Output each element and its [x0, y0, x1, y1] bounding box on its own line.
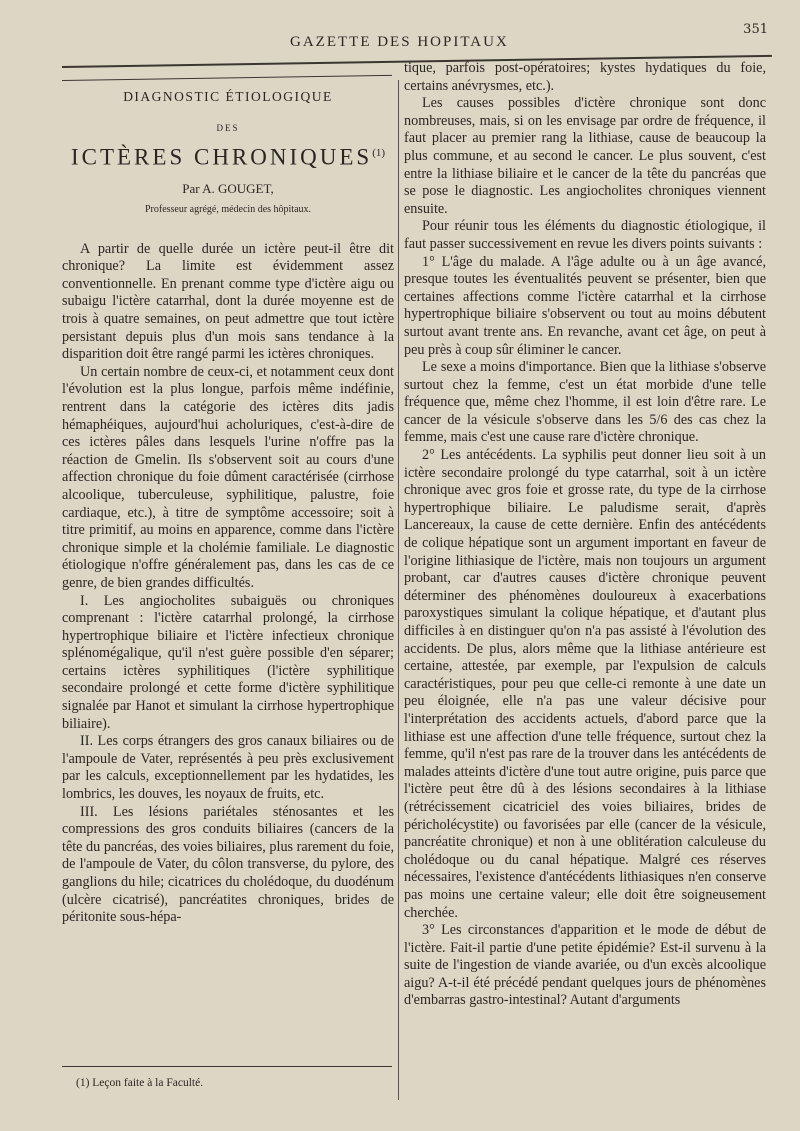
- title-note-ref: (1): [372, 147, 386, 160]
- paragraph: 2° Les antécédents. La syphilis peut donner lieu soit à un ictère secondaire prolongé du type catarrhal, soit à un ictère chronique avec gros foie et grosse rate, du type de la cirrhose hypertrophique biliaire. Le paludisme serait, d'après Lancereaux, la cause de cette dernière. Enfin des antécédents de colique hépatique sont un argument important en faveur de l'origine lithiasique de l'ictère, mais non toujours un argument probant, car d'autres causes d'ictère chronique peuvent déterminer des phénomènes douloureux à exacerbations paroxystiques simulant la colique hépatique, et d'autant plus difficiles à en distinguer qu'on n'a pas assisté à l'évolution des accidents. De plus, alors même que la lithiase antérieure est certaine, attestée, par exemple, par l'expulsion de calculs caractéristiques, pour peu que celle-ci remonte à une date un peu éloignée, elle n'a pas une valeur décisive pour l'interprétation des accidents actuels, d'abord parce que la lithiase est une affection d'une telle fréquence, surtout chez la femme, qu'il n'est pas rare de la trouver dans les antécédents de malades atteints d'ictère d'une tout autre origine, puis parce que l'ictère peut être dû à des lésions secondaires à la lithiase (rétrécissement cicatriciel des voies biliaires, brides de péricholécystite) ou favorisées par elle (cancer de la vésicule, pancréatite chronique) et non à une oblitération calculeuse du cholédoque ou du canal hépatique. Malgré ces réserves nécessaires, l'existence d'antécédents lithiasiques n'en conserve pas moins une certaine valeur; elle doit être soigneusement cherchée.: [404, 447, 766, 921]
- paragraph: II. Les corps étrangers des gros canaux biliaires ou de l'ampoule de Vater, représentés à peu près exclusivement par les calculs, exceptionnellement par les hydatides, les lombrics, les douves, les noyaux de fruits, etc.: [62, 733, 394, 803]
- article-des: DES: [216, 122, 240, 133]
- article-title: [62, 144, 394, 170]
- paragraph: 1° L'âge du malade. A l'âge adulte ou à un âge avancé, presque toutes les éventualités peuvent se présenter, bien que certaines affections comme l'ictère catarrhal et la cirrhose hypertrophique biliaire s'observent ou tout au moins débutent surtout avant trente ans. En revanche, avant cet âge, on peut à peu près à coup sûr éliminer le cancer.: [404, 253, 766, 358]
- article-author: Par A. GOUGET,: [182, 181, 274, 197]
- header-rule-thin: [62, 75, 392, 81]
- paragraph: 3° Les circonstances d'apparition et le mode de début de l'ictère. Fait-il partie d'une petite épidémie? Est-il survenu à la suite de l'ingestion de viande avariée, ou d'un excès alcoolique aigu? A-t-il été précédé pendant quelques jours de phénomènes d'embarras gastro-intestinal? Autant d'arguments: [404, 922, 766, 1009]
- article-heading: [62, 88, 394, 219]
- page-header: [62, 18, 770, 62]
- paragraph: Pour réunir tous les éléments du diagnostic étiologique, il faut passer successivement en revue les divers points suivants :: [404, 218, 766, 252]
- paragraph: Les causes possibles d'ictère chronique sont donc nombreuses, mais, si on les envisage par ordre de fréquence, il faut placer au premier rang la lithiase, cause de beaucoup la plus commune, et au second le cancer. Le plus souvent, c'est entre la lithiase biliaire et le cancer de la tête du pancréas que se pose le diagnostic. Les angiocholites chroniques viennent ensuite.: [404, 95, 766, 217]
- paragraph: A partir de quelle durée un ictère peut-il être dit chronique? La limite est évidemment assez conventionnelle. En prenant comme type d'ictère aigu ou subaigu l'ictère catarrhal, dont la durée moyenne est de trois à quatre semaines, on peut admettre que tout ictère persistant depuis plus d'un mois sans tendance à la disparition doit être rangé parmi les ictères chroniques.: [62, 240, 394, 363]
- page-number: 351: [743, 22, 768, 37]
- running-title: GAZETTE DES HOPITAUX: [290, 34, 509, 50]
- article-title-text: ICTÈRES CHRONIQUES: [70, 144, 373, 170]
- footnote: (1) Leçon faite à la Faculté.: [76, 1077, 204, 1089]
- paragraph: Un certain nombre de ceux-ci, et notamment ceux dont l'évolution est la plus longue, parfois même indéfinie, rentrent dans la catégorie des ictères dits jadis hémaphéiques, aujourd'hui acholuriques, c'est-à-dire de ces ictères pâles dans lesquels l'urine n'offre pas la réaction de Gmelin. Ils s'observent soit au cours d'une affection chronique du foie dûment caractérisée (cirrhose alcoolique, tuberculeuse, syphilitique, palustre, foie cardiaque, etc.), à titre de symptôme accessoire; soit à titre primitif, au moins en apparence, comme dans l'ictère chronique simple et la cholémie familiale. Le diagnostic étiologique n'offre généralement pas, dans les cas de ce genre, de bien grandes difficultés.: [62, 363, 394, 591]
- article-kicker: DIAGNOSTIC ÉTIOLOGIQUE: [123, 89, 333, 104]
- paragraph: III. Les lésions pariétales sténosantes et les compressions des gros conduits biliaires (cancers de la tête du pancréas, des voies biliaires, plus rarement du foie, de l'ampoule de Vater, du côlon transverse, du pylore, des ganglions du hile; cicatrices du cholédoque, du duodénum (ulcère cicatrisé), pancréatites chroniques, brides de péritonite sous-hépa-: [62, 803, 394, 926]
- column-divider: [398, 80, 399, 1100]
- left-column: [62, 88, 394, 927]
- paragraph: Le sexe a moins d'importance. Bien que la lithiase s'observe surtout chez la femme, c'est un état morbide d'une telle fréquence que, même chez l'homme, il est loin d'être rare. Le cancer de la vésicule s'observe dans les 5/6 des cas chez la femme, mais c'est une cause rare d'ictère chronique.: [404, 359, 766, 446]
- paragraph: tique, parfois post-opératoires; kystes hydatiques du foie, certains anévrysmes, etc.).: [404, 60, 766, 94]
- paragraph: I. Les angiocholites subaiguës ou chroniques comprenant : l'ictère catarrhal prolongé, la cirrhose hypertrophique biliaire et l'ictère infectieux chronique splénomégalique, qu'il n'est guère possible d'en séparer; certains ictères syphilitiques (l'ictère syphilitique secondaire prolongé et cette forme d'ictère syphilitique signalée par Hanot et simulant la cirrhose hypertrophique biliaire).: [62, 592, 394, 732]
- author-role: Professeur agrégé, médecin des hôpitaux.: [144, 204, 312, 216]
- right-column: [404, 60, 766, 1010]
- footnote-rule: [62, 1066, 392, 1067]
